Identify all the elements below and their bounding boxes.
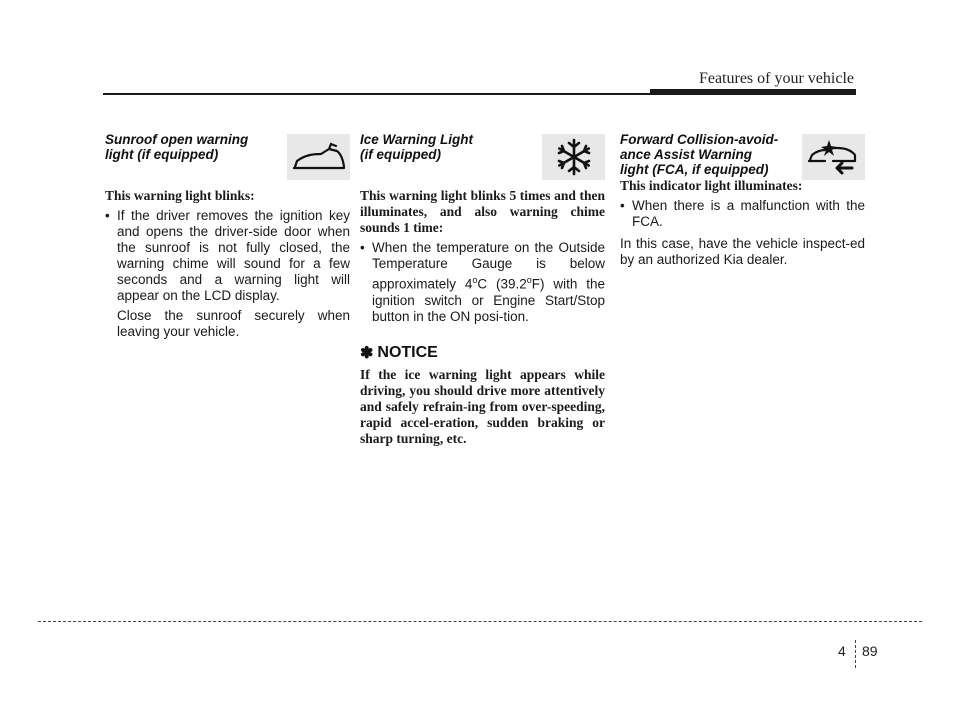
section-heading (620, 132, 865, 188)
section-paragraph: In this case, have the vehicle inspect-ed by an authorized Kia dealer. (620, 236, 865, 267)
sunroof-car-icon (287, 134, 350, 180)
section-heading (105, 132, 350, 188)
bullet-item: • When there is a malfunction with the FCA. (620, 198, 865, 230)
notice-heading-label: NOTICE (377, 343, 438, 361)
section-intro: This warning light blinks: (105, 188, 255, 203)
page-header-title: Features of your vehicle (698, 70, 854, 87)
follow-paragraph: Close the sunroof securely when leaving your vehicle. (117, 308, 350, 339)
section-forward-collision (620, 132, 865, 268)
bullet-item: • When the temperature on the Outside Temperature Gauge is below approximately 4$^o$C (39.2$^o$F) with the ignition switch or Engine Start/Stop button in the ON posi-tion. (360, 240, 605, 325)
section-ice-warning (360, 132, 605, 447)
bullet-item: • If the driver removes the ignition key and opens the driver-side door when the sunroof is not fully closed, the warning chime will sound for a few seconds and a warning light will appear on the LCD display. (105, 208, 350, 304)
section-sunroof-warning (105, 132, 350, 344)
page-number-separator (855, 640, 856, 668)
header-bar (650, 89, 856, 95)
section-heading (360, 132, 605, 188)
section-title: Ice Warning Light (if equipped) (360, 132, 474, 162)
forward-collision-icon (802, 134, 865, 180)
section-title: Sunroof open warning light (if equipped) (105, 132, 249, 162)
page-number: 89 (862, 643, 878, 659)
section-intro: This indicator light illuminates: (620, 178, 803, 193)
chapter-number: 4 (838, 643, 846, 659)
section-title: Forward Collision-avoid- ance Assist Warning light (FCA, if equipped) (620, 132, 779, 177)
footer-rule (38, 621, 922, 622)
notice-heading (360, 343, 605, 363)
snowflake-icon (542, 134, 605, 180)
notice-symbol: ✽ (360, 344, 374, 362)
notice-text: If the ice warning light appears while driving, you should drive more attentively and safely refrain-ing from over-speeding, rapid accel-eration, sudden braking or sharp turning, etc. (360, 366, 605, 446)
section-intro: This warning light blinks 5 times and then illuminates, and also warning chime sounds 1 time: (360, 188, 605, 235)
